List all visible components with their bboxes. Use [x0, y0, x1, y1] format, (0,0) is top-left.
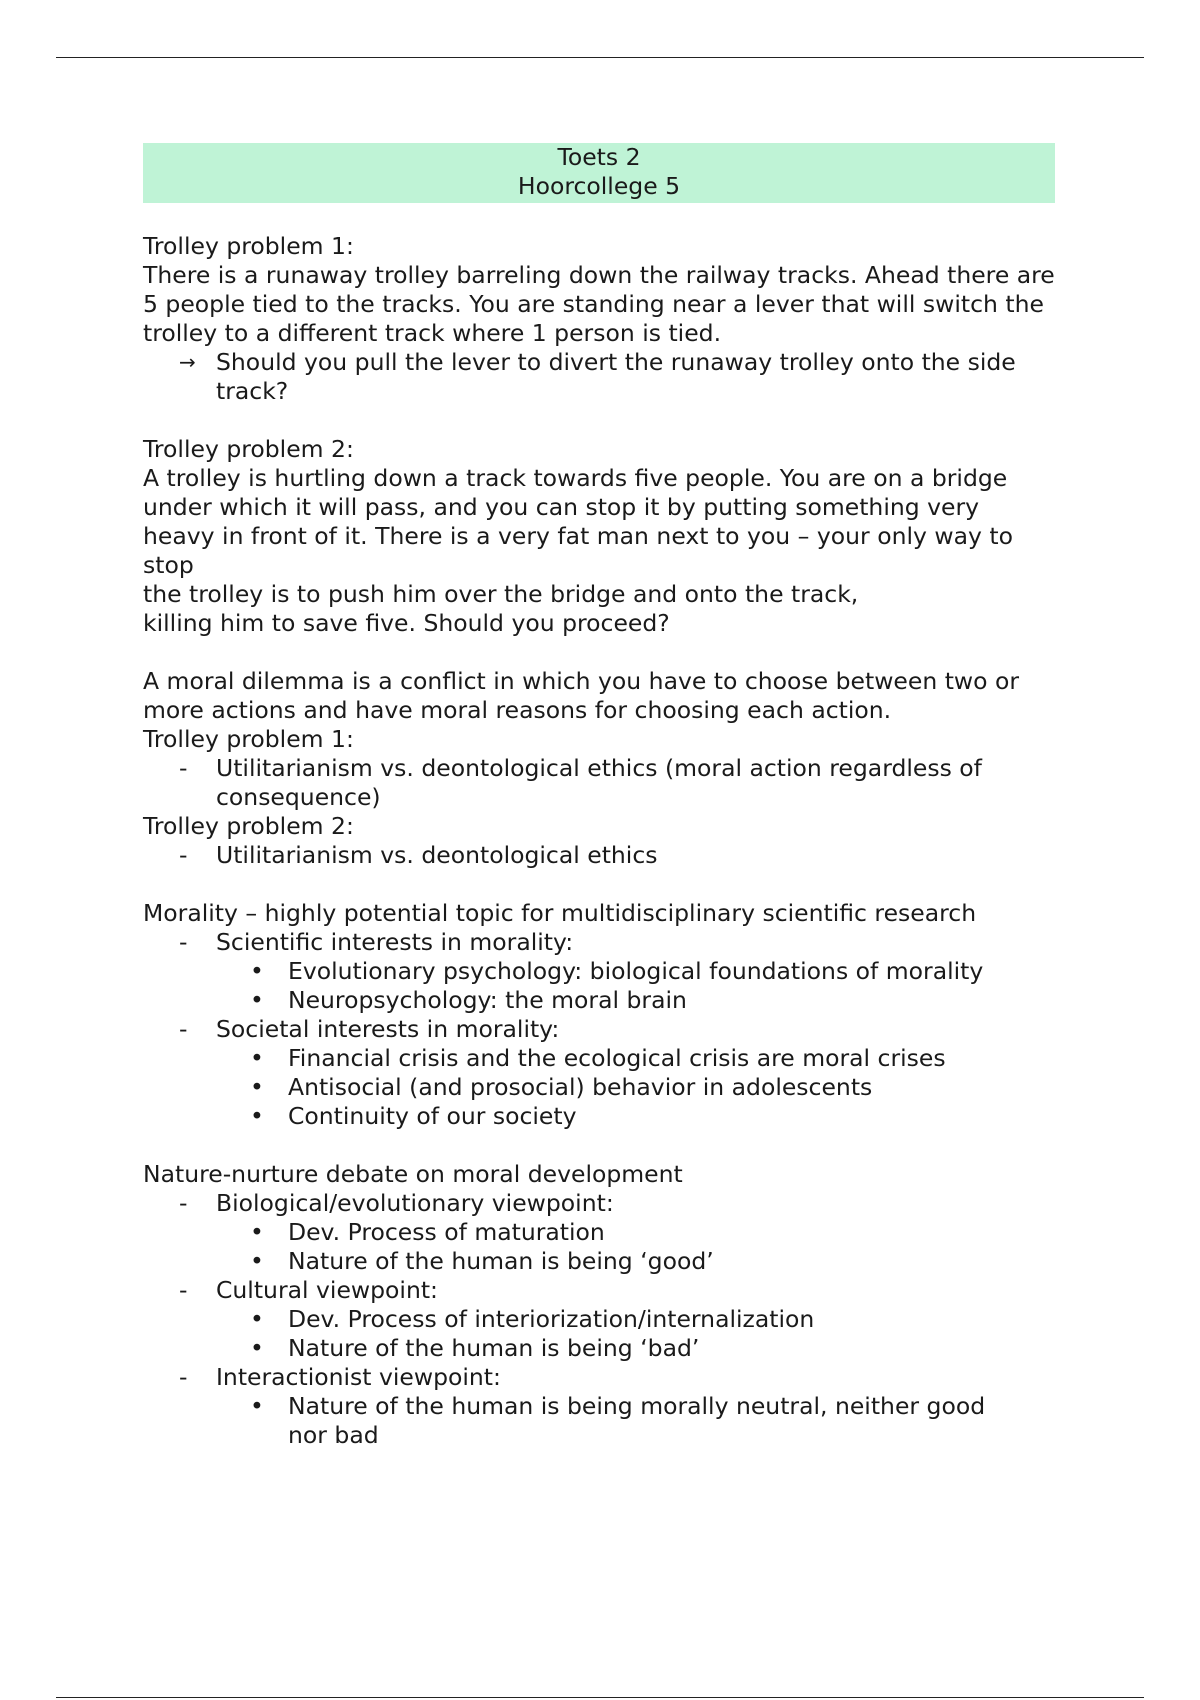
dilemma-tp1-item-line-2: consequence): [216, 783, 381, 811]
societal-item-3: Continuity of our society: [288, 1102, 577, 1130]
list-item: [143, 928, 1055, 957]
bottom-rule: [56, 1697, 1144, 1698]
morality-section: [143, 899, 1055, 1131]
biological-label: Biological/evolutionary viewpoint:: [216, 1189, 614, 1217]
sub-list-item: [143, 1102, 1055, 1131]
interactionist-label: Interactionist viewpoint:: [216, 1363, 501, 1391]
biological-item-2: Nature of the human is being ‘good’: [288, 1247, 714, 1275]
title-line-2: Hoorcollege 5: [517, 172, 681, 200]
dash-marker: -: [179, 841, 188, 869]
scientific-interests-label: Scientific interests in morality:: [216, 928, 574, 956]
document-body: [143, 143, 1055, 1450]
nature-heading: Nature-nurture debate on moral development: [143, 1160, 683, 1188]
societal-item-2: Antisocial (and prosocial) behavior in adolescents: [288, 1073, 873, 1101]
bullet-marker: •: [250, 1102, 264, 1130]
trolley-1-heading: Trolley problem 1:: [143, 232, 354, 260]
trolley-2-text-1: A trolley is hurtling down a track towards five people. You are on a bridge under which it will pass, and you can stop it by putting something very heavy in front of it. There is a very fat man next to you – your only way to stop: [143, 464, 1013, 579]
moral-dilemma-section: [143, 667, 1055, 870]
dash-marker: -: [179, 1363, 188, 1391]
dash-marker: -: [179, 1015, 188, 1043]
trolley-2-heading: Trolley problem 2:: [143, 435, 354, 463]
societal-interests-label: Societal interests in morality:: [216, 1015, 560, 1043]
trolley-1-question-line-1: Should you pull the lever to divert the runaway trolley onto the side: [216, 348, 1016, 376]
bullet-marker: •: [250, 1218, 264, 1246]
bullet-marker: •: [250, 1334, 264, 1362]
arrow-icon: →: [179, 350, 196, 374]
title-box: [143, 143, 1055, 203]
dash-marker: -: [179, 754, 188, 782]
list-item: [143, 1276, 1055, 1305]
morality-heading: Morality – highly potential topic for multidisciplinary scientific research: [143, 899, 977, 927]
dash-marker: -: [179, 928, 188, 956]
dilemma-definition: A moral dilemma is a conflict in which you have to choose between two or more actions and have moral reasons for choosing each action.: [143, 667, 1020, 724]
scientific-item-2: Neuropsychology: the moral brain: [288, 986, 687, 1014]
sub-list-item: [143, 1247, 1055, 1276]
bullet-marker: •: [250, 1044, 264, 1072]
sub-list-item: [143, 957, 1055, 986]
bullet-marker: •: [250, 986, 264, 1014]
dilemma-tp2-item: Utilitarianism vs. deontological ethics: [216, 841, 658, 869]
societal-item-1: Financial crisis and the ecological crisis are moral crises: [288, 1044, 946, 1072]
list-item: [143, 1189, 1055, 1218]
trolley-1-question: [143, 348, 1055, 406]
sub-list-item: [143, 1218, 1055, 1247]
list-item: [143, 754, 1055, 812]
dash-marker: -: [179, 1189, 188, 1217]
dash-marker: -: [179, 1276, 188, 1304]
interactionist-item-line-2: nor bad: [288, 1421, 379, 1449]
sub-list-item: [143, 1392, 1055, 1450]
bullet-marker: •: [250, 957, 264, 985]
cultural-label: Cultural viewpoint:: [216, 1276, 438, 1304]
sub-list-item: [143, 1044, 1055, 1073]
trolley-1-question-line-2: track?: [216, 377, 289, 405]
dilemma-tp1-heading: Trolley problem 1:: [143, 725, 354, 753]
list-item: [143, 1363, 1055, 1392]
sub-list-item: [143, 1073, 1055, 1102]
bullet-marker: •: [250, 1073, 264, 1101]
list-item: [143, 1015, 1055, 1044]
interactionist-item-line-1: Nature of the human is being morally neutral, neither good: [288, 1392, 986, 1420]
sub-list-item: [143, 986, 1055, 1015]
sub-list-item: [143, 1334, 1055, 1363]
biological-item-1: Dev. Process of maturation: [288, 1218, 605, 1246]
list-item: [143, 841, 1055, 870]
trolley-2-text-2: the trolley is to push him over the bridge and onto the track,: [143, 580, 859, 608]
trolley-2-text-3: killing him to save five. Should you proceed?: [143, 609, 670, 637]
trolley-problem-1-section: [143, 232, 1055, 406]
dilemma-tp2-heading: Trolley problem 2:: [143, 812, 354, 840]
title-line-1: Toets 2: [557, 143, 641, 171]
dilemma-tp1-item-line-1: Utilitarianism vs. deontological ethics (moral action regardless of: [216, 754, 982, 782]
nature-nurture-section: [143, 1160, 1055, 1450]
scientific-item-1: Evolutionary psychology: biological foundations of morality: [288, 957, 984, 985]
trolley-1-text: There is a runaway trolley barreling down the railway tracks. Ahead there are 5 people tied to the tracks. You are standing near a lever that will switch the trolley to a different track where 1 person is tied.: [143, 261, 1055, 347]
trolley-problem-2-section: [143, 435, 1055, 638]
top-rule: [56, 57, 1144, 58]
bullet-marker: •: [250, 1247, 264, 1275]
bullet-marker: •: [250, 1392, 264, 1420]
bullet-marker: •: [250, 1305, 264, 1333]
cultural-item-1: Dev. Process of interiorization/internalization: [288, 1305, 815, 1333]
cultural-item-2: Nature of the human is being ‘bad’: [288, 1334, 700, 1362]
sub-list-item: [143, 1305, 1055, 1334]
